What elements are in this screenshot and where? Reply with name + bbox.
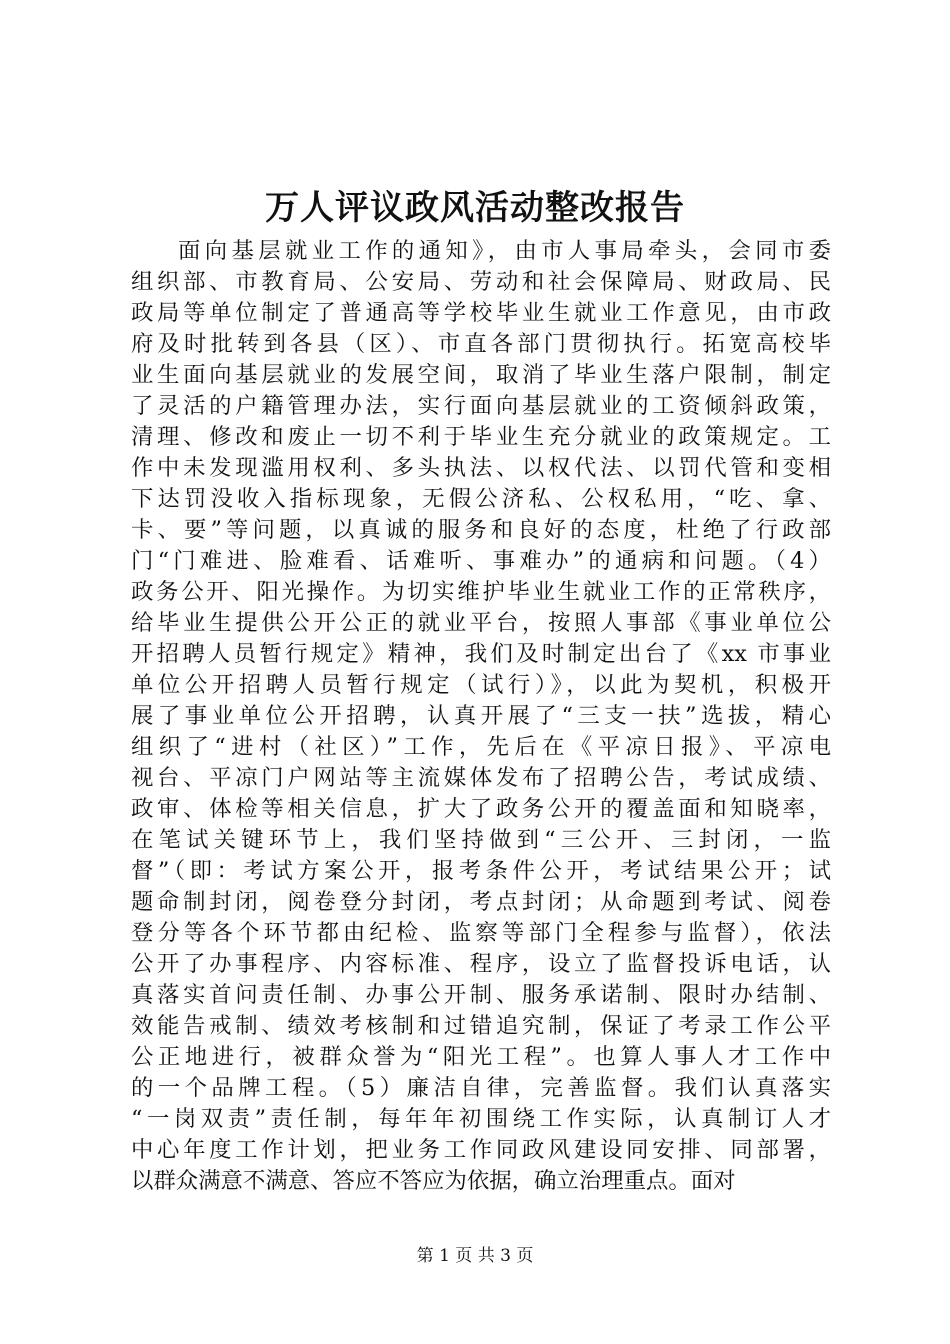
page-number: 第 1 页 共 3 页 (416, 1246, 534, 1266)
body-line: 视台、平凉门户网站等主流媒体发布了招聘公告，考试成绩、 (131, 765, 831, 791)
body-line: 了灵活的户籍管理办法，实行面向基层就业的工资倾斜政策， (131, 393, 831, 419)
body-line: 组织了“进村（社区）”工作，先后在《平凉日报》、平凉电 (131, 734, 831, 760)
body-line: 业生面向基层就业的发展空间，取消了毕业生落户限制，制定 (131, 362, 831, 388)
document-title: 万人评议政风活动整改报告 (265, 188, 685, 228)
body-line: “一岗双责”责任制，每年年初围绕工作实际，认真制订人才 (131, 1106, 831, 1132)
body-line: 公正地进行，被群众誉为“阳光工程”。也算人事人才工作中 (131, 1044, 831, 1070)
body-line: 效能告戒制、绩效考核制和过错追究制，保证了考录工作公平 (131, 1013, 831, 1039)
body-line: 真落实首问责任制、办事公开制、服务承诺制、限时办结制、 (131, 982, 831, 1008)
body-line: 门“门难进、脸难看、话难听、事难办”的通病和问题。（4） (131, 548, 831, 574)
document-body (131, 236, 831, 1197)
body-line: 登分等各个环节都由纪检、监察等部门全程参与监督），依法 (131, 920, 831, 946)
body-line: 开招聘人员暂行规定》精神，我们及时制定出台了《xx 市事业 (131, 641, 831, 667)
body-line: 作中未发现滥用权利、多头执法、以权代法、以罚代管和变相 (131, 455, 831, 481)
body-line: 中心年度工作计划，把业务工作同政风建设同安排、同部署， (131, 1137, 831, 1163)
body-line: 政务公开、阳光操作。为切实维护毕业生就业工作的正常秩序， (131, 579, 831, 605)
body-line: 清理、修改和废止一切不利于毕业生充分就业的政策规定。工 (131, 424, 831, 450)
body-line: 下达罚没收入指标现象，无假公济私、公权私用，“吃、拿、 (131, 486, 831, 512)
body-line: 展了事业单位公开招聘，认真开展了“三支一扶”选拔，精心 (131, 703, 831, 729)
body-line: 政局等单位制定了普通高等学校毕业生就业工作意见，由市政 (131, 300, 831, 326)
body-line: 督”（即：考试方案公开，报考条件公开，考试结果公开；试 (131, 858, 831, 884)
body-line: 府及时批转到各县（区）、市直各部门贯彻执行。拓宽高校毕 (131, 331, 831, 357)
body-line: 在笔试关键环节上，我们坚持做到“三公开、三封闭，一监 (131, 827, 831, 853)
body-line: 公开了办事程序、内容标准、程序，设立了监督投诉电话，认 (131, 951, 831, 977)
body-line: 的一个品牌工程。（5）廉洁自律，完善监督。我们认真落实 (131, 1075, 831, 1101)
body-line: 政审、体检等相关信息，扩大了政务公开的覆盖面和知晓率， (131, 796, 831, 822)
body-line: 卡、要”等问题，以真诚的服务和良好的态度，杜绝了行政部 (131, 517, 831, 543)
body-line: 题命制封闭，阅卷登分封闭，考点封闭；从命题到考试、阅卷 (131, 889, 831, 915)
body-line: 组织部、市教育局、公安局、劳动和社会保障局、财政局、民 (131, 269, 831, 295)
body-line: 给毕业生提供公开公正的就业平台，按照人事部《事业单位公 (131, 610, 831, 636)
body-line: 单位公开招聘人员暂行规定（试行）》，以此为契机，积极开 (131, 672, 831, 698)
body-line: 以群众满意不满意、答应不答应为依据，确立治理重点。面对 (131, 1168, 736, 1194)
body-line: 面向基层就业工作的通知》，由市人事局牵头，会同市委 (178, 238, 831, 264)
